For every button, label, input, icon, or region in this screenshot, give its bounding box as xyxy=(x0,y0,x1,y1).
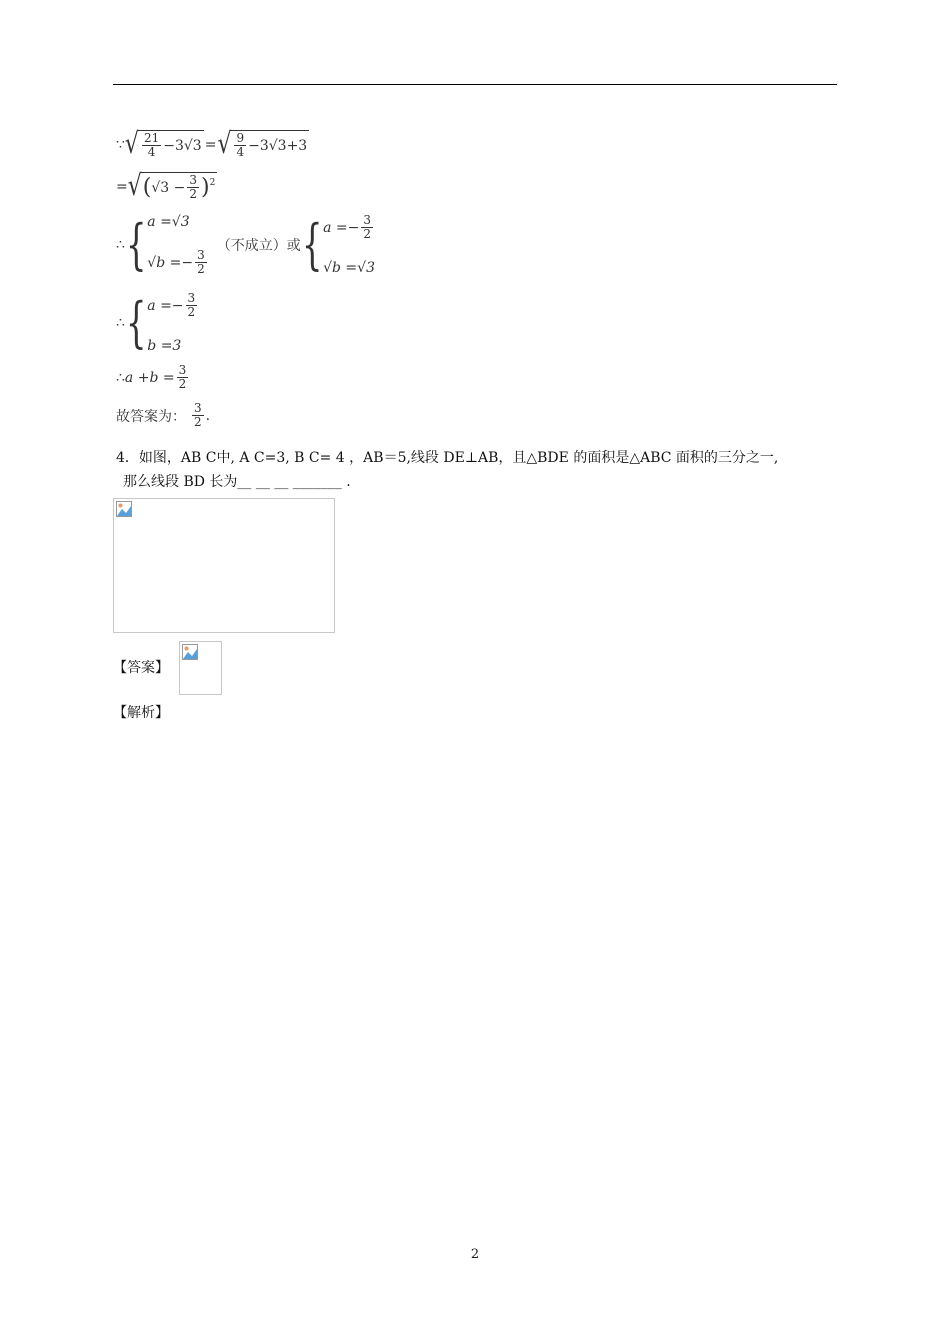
answer-image-placeholder xyxy=(179,641,222,695)
solution-line-1: ∵ √ $\frac{21}{4}$ −3√3 = √ $\frac{9}{4}$ −3√3+3 xyxy=(116,127,308,161)
question-line-2: 那么线段 BD 长为__ __ __ _______ . xyxy=(123,474,351,490)
answer-label: 【答案】 xyxy=(113,660,169,676)
figure-image-placeholder xyxy=(113,498,335,633)
solution-line-3: ∴ { a =√3 √b =− $\frac{3}{2}$ （不成立）或 { a =− $\frac{3}{2}$ √b =√3 xyxy=(116,213,375,276)
header-rule xyxy=(113,84,837,85)
analysis-label: 【解析】 xyxy=(113,705,169,721)
broken-image-icon xyxy=(182,644,198,660)
question-line-1: 4．如图，AB C中, A C=3, B C= 4 ，AB＝5,线段 DE⊥AB，且△BDE 的面积是△ABC 面积的三分之一, xyxy=(116,450,779,466)
page-number: 2 xyxy=(470,1247,480,1262)
sqrt-expression: √ $\frac{9}{4}$ −3√3+3 xyxy=(217,127,308,161)
solution-line-5: ∴ a +b = $\frac{3}{2}$ xyxy=(116,363,187,391)
sqrt-expression: √ $\frac{21}{4}$ −3√3 xyxy=(124,127,202,161)
broken-image-icon xyxy=(116,501,132,517)
sqrt-expression: √ ( √3 − $\frac{3}{2}$ ) 2 xyxy=(127,169,216,203)
solution-line-4: ∴ { a =− $\frac{3}{2}$ b =3 xyxy=(116,291,196,354)
solution-line-2: = √ ( √3 − $\frac{3}{2}$ ) 2 xyxy=(116,169,216,203)
answer-line: 故答案为： $\frac{3}{2}$ . xyxy=(116,401,211,429)
